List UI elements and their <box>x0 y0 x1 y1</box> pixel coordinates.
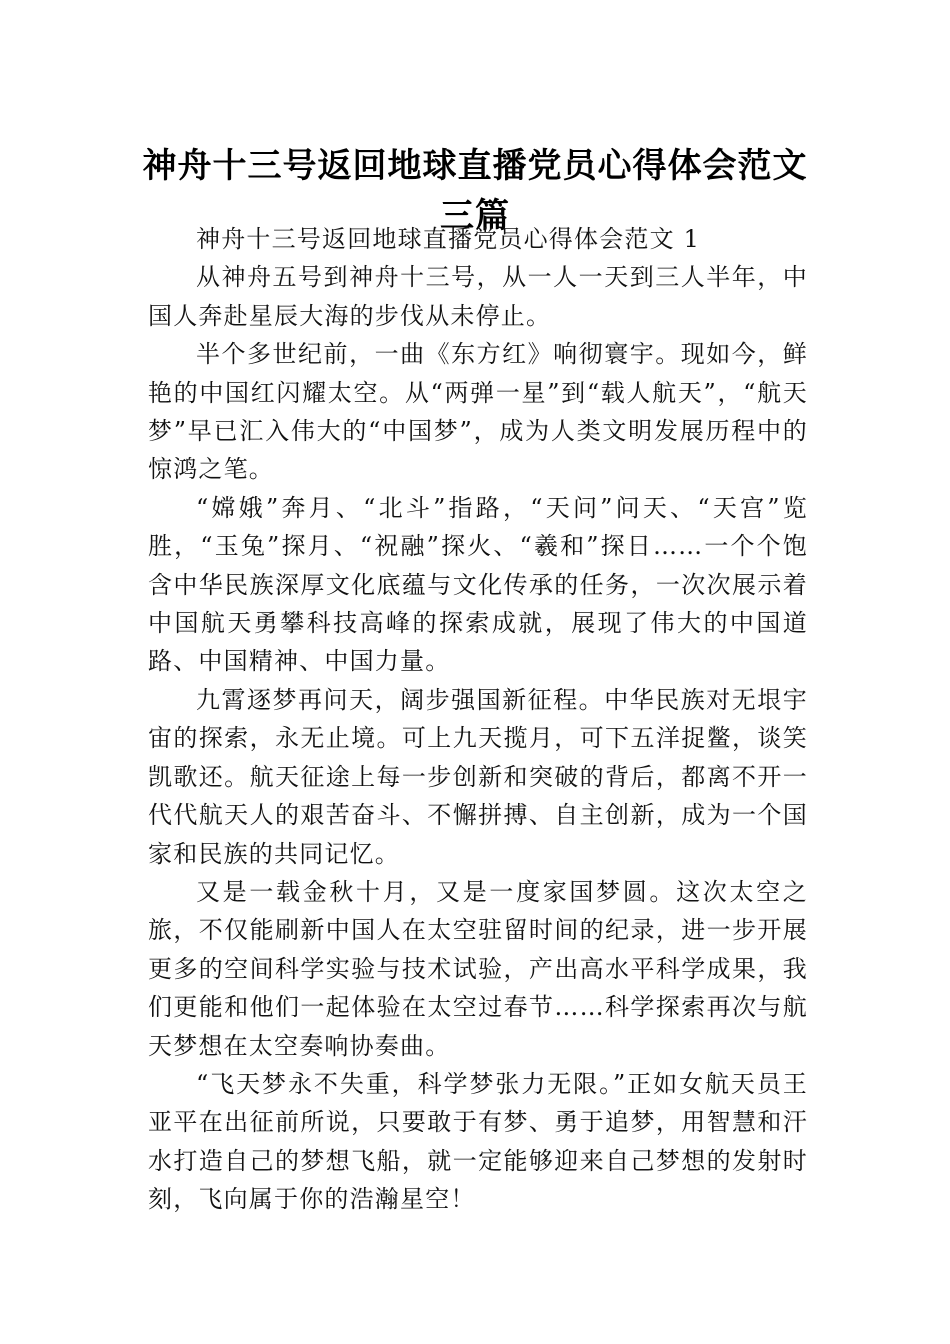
paragraph-6: “飞天梦永不失重，科学梦张力无限。”正如女航天员王亚平在出征前所说，只要敢于有梦、勇于追梦，用智慧和汗水打造自己的梦想飞船，就一定能够迎来自己梦想的发射时刻，飞向属于你的浩瀚星空！ <box>148 1069 808 1214</box>
paragraph-3: “嫦娥”奔月、“北斗”指路，“天问”问天、“天宫”览胜，“玉兔”探月、“祝融”探火、“羲和”探日……一个个饱含中华民族深厚文化底蕴与文化传承的任务，一次次展示着中国航天勇攀科技高峰的探索成就，展现了伟大的中国道路、中国精神、中国力量。 <box>148 493 808 676</box>
paragraph-5: 又是一载金秋十月，又是一度家国梦圆。这次太空之旅，不仅能刷新中国人在太空驻留时间的纪录，进一步开展更多的空间科学实验与技术试验，产出高水平科学成果，我们更能和他们一起体验在太空过春节……科学探索再次与航天梦想在太空奏响协奏曲。 <box>148 877 808 1060</box>
document-body <box>148 220 808 1219</box>
document-title-line-2: 三篇 <box>440 195 510 236</box>
section-subheading: 神舟十三号返回地球直播党员心得体会范文 1 <box>196 225 701 253</box>
paragraph-2: 半个多世纪前，一曲《东方红》响彻寰宇。现如今，鲜艳的中国红闪耀太空。从“两弹一星”到“载人航天”，“航天梦”早已汇入伟大的“中国梦”，成为人类文明发展历程中的惊鸿之笔。 <box>148 340 808 484</box>
document-title-line-1: 神舟十三号返回地球直播党员心得体会范文 <box>142 145 808 186</box>
paragraph-1: 从神舟五号到神舟十三号，从一人一天到三人半年，中国人奔赴星辰大海的步伐从未停止。 <box>148 263 808 330</box>
paragraph-4: 九霄逐梦再问天，阔步强国新征程。中华民族对无垠宇宙的探索，永无止境。可上九天揽月，可下五洋捉鳖，谈笑凯歌还。航天征途上每一步创新和突破的背后，都离不开一代代航天人的艰苦奋斗、不懈拼搏、自主创新，成为一个国家和民族的共同记忆。 <box>148 685 808 868</box>
